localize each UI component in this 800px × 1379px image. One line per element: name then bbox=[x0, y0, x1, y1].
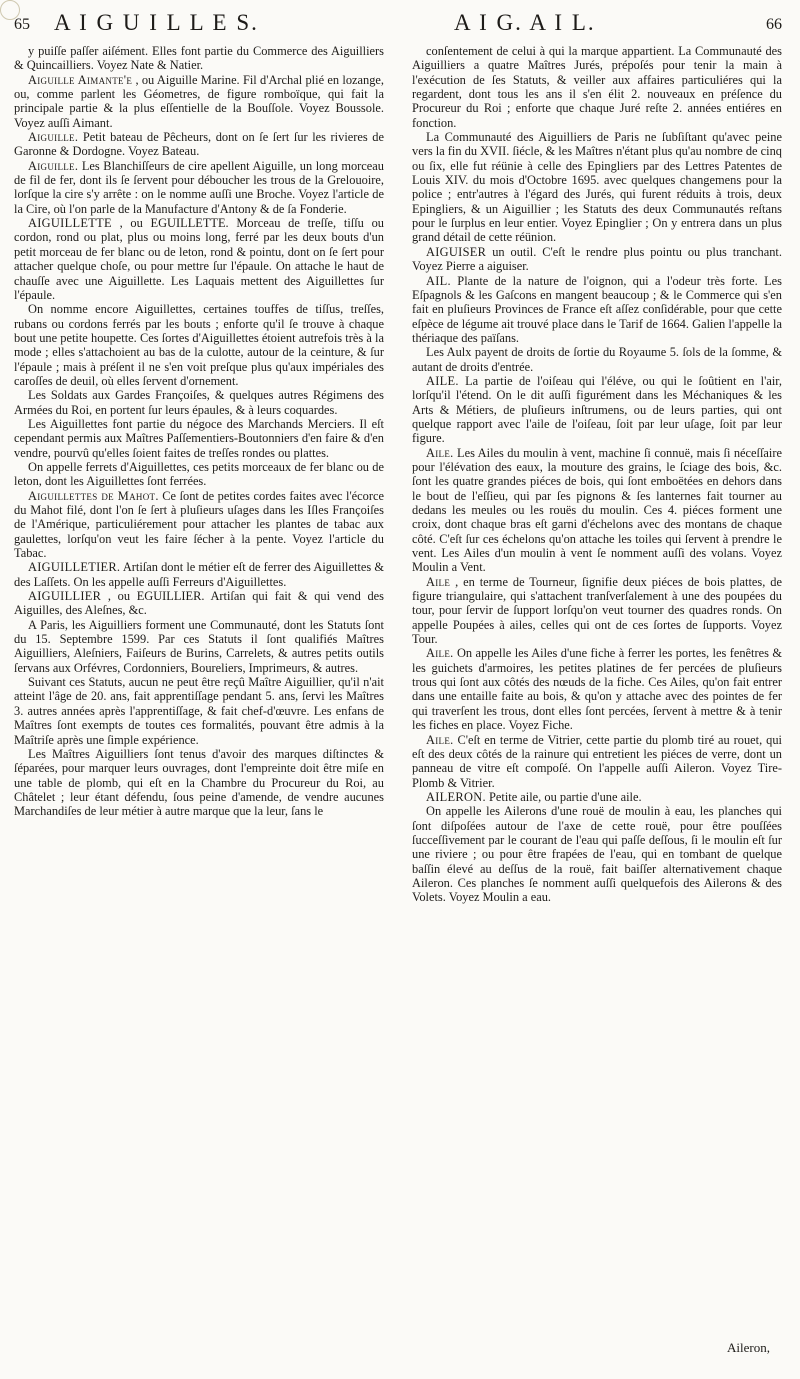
entry-text: Les Blanchiſſeurs de cire apellent Aiguille, un long morceau de fil de fer, dont ils ſe ſervent pour déboucher les trous de la Grelouoire, lorſque la cire s'y arrête : on le nomme auſſi une Broche. Voyez l'article de la Cire, où l'on parle de la Manufacture d'Antony & de ſa Fonderie. bbox=[14, 158, 385, 216]
entry-text: Petit bateau de Pêcheurs, dont on ſe ſert ſur les rivieres de Garonne & Dordogne. Voyez Bateau. bbox=[14, 130, 384, 159]
entry-paragraph bbox=[14, 560, 384, 589]
entry-paragraph bbox=[14, 130, 384, 159]
entry-text: Les Aiguillettes font partie du négoce des Marchands Merciers. Il eſt cependant permis aux Maîtres Paſſementiers-Boutonniers d'en faire & d'en vendre, pourvû qu'elles ſoient faites de treſſes rondes ou plattes. bbox=[14, 416, 384, 460]
entry-text: conſentement de celui à qui la marque appartient. La Communauté des Aiguilliers a quatre Maîtres Jurés, prépoſés pour tenir la main à l'exécution de ſes Statuts, & veiller aux affaires particuliéres qui la regardent, dont tous les ans il s'en élit 2. nouveaux en préſence du Procureur du Roi ; enforte que chaque Juré reſte 2. années entiéres en fonction. bbox=[412, 44, 782, 130]
entry-text: Les Maîtres Aiguilliers ſont tenus d'avoir des marques diſtinctes & ſéparées, pour marquer leurs ouvrages, dont l'empreinte doit être miſe en une table de plomb, qui eſt en la Chambre du Procureur du Roi, au Châtelet ; leur étant défendu, ſous peine d'amende, de vendre aucunes Marchandiſes de leur métier à autre marque que la leur, ſans le bbox=[14, 746, 384, 819]
entry-text: un outil. C'eſt le rendre plus pointu ou plus tranchant. Voyez Pierre a aiguiser. bbox=[412, 244, 782, 274]
entry-text: On appelle ferrets d'Aiguillettes, ces petits morceaux de fer blanc ou de leton, dont les Aiguillettes ſont ferrées. bbox=[14, 459, 384, 489]
entry-paragraph bbox=[412, 733, 782, 790]
entry-headword: Aile bbox=[426, 574, 451, 589]
left-column bbox=[14, 44, 384, 819]
entry-text: On appelle les Ailerons d'une rouë de moulin à eau, les planches qui ſont diſpoſées autour de l'axe de cette rouë, pour être pouſſées ſucceſſivement par le courant de l'eau qui paſſe deſſous, ſi le moulin eſt ſur une riviere ; ou pour être frapées de l'eau, qui en tombant de quelque baſſin élevé au deſſus de la rouë, fait baiſſer alternativement chaque Aileron. Ces planches ſe nomment auſſi quelquefois des Ailerons & des Volets. Voyez Moulin a eau. bbox=[412, 804, 782, 905]
entry-headword: AIL. bbox=[426, 273, 451, 288]
entry-text: A Paris, les Aiguilliers forment une Communauté, dont les Statuts ſont du 15. Septembre 1599. Par ces Statuts il ſont qualifiés Maîtres Aiguilliers, Aleſniers, Faiſeurs de Burins, Carrelets, & autres petits outils ſervans aux Orfévres, Cordonniers, Boureliers, Imprimeurs, & autres. bbox=[14, 617, 384, 675]
entry-paragraph bbox=[412, 245, 782, 274]
entry-paragraph bbox=[14, 44, 384, 73]
entry-headword: Aile. bbox=[426, 445, 454, 460]
entry-text: , ou EGUILLIER. Artiſan qui fait & qui vend des Aiguilles, des Aleſnes, &c. bbox=[14, 589, 384, 618]
entry-paragraph bbox=[14, 460, 384, 489]
entry-headword: Aiguille. bbox=[28, 130, 79, 145]
entry-paragraph bbox=[14, 73, 384, 130]
entry-text: Suivant ces Statuts, aucun ne peut être reçû Maître Aiguillier, qu'il n'ait atteint l'âge de 20. ans, fait apprentiſſage pendant 5. ans, ſervi les Maîtres 3. autres années après l'apprentiſſage, & fait chef-d'œuvre. Les enfans de Maîtres ſont exempts de toutes ces formalités, pouvant être admis à la Maîtriſe après une ſimple expérience. bbox=[14, 675, 384, 747]
entry-headword: Aile. bbox=[426, 646, 454, 661]
entry-paragraph bbox=[14, 489, 384, 561]
right-column bbox=[412, 44, 782, 905]
entry-text: On appelle les Ailes d'une fiche à ferrer les portes, les fenêtres & les guichets d'armoires, les petites platines de fer percées de pluſieurs trous qui ſont aux côtés des nœuds de la fiche. Ces Ailes, qu'on fait entrer dans une entaille faite au bois, & qu'on y attache avec des pointes de fer qui traverſent les trous, dont elles ſont percées, ſervent à mettre & à tenir les fiches en place. Voyez Fiche. bbox=[412, 646, 782, 733]
entry-text: y puiſſe paſſer aiſément. Elles font partie du Commerce des Aiguilliers & Quincailliers. Voyez Nate & Natier. bbox=[14, 44, 384, 73]
entry-text: C'eſt en terme de Vitrier, cette partie du plomb tiré au rouet, qui eſt des deux côtés de la rainure qui entretient les piéces de verre, dont un panneau de vitre eſt compoſé. On l'appelle auſſi Aileron. Voyez Tire-Plomb & Vitrier. bbox=[412, 732, 782, 790]
entry-text: Petite aile, ou partie d'une aile. bbox=[488, 789, 642, 804]
entry-text: Les Ailes du moulin à vent, machine ſi connuë, mais ſi néceſſaire pour l'élévation des eaux, la mouture des grains, le ſciage des bois, &c. ſont les quatre grandes piéces de bois, qui ſont emboëtées en dehors dans le bout de l'eſſieu, qui par ſes pignons & ſes lanternes fait tourner au dedans les meules ou les rouës du moulin. Ces 4. piéces forment une croix, dont chaque bras eſt garni d'échelons avec des montans de chaque côté. C'eſt ſur ces échelons qu'on attache les toiles qui ſervent à prendre le vent. Les Ailes d'un moulin à vent ſe nomment auſſi des volans. Voyez Moulin a Vent. bbox=[412, 445, 782, 575]
entry-paragraph bbox=[14, 417, 384, 460]
entry-text: Plante de la nature de l'oignon, qui a l'odeur très forte. Les Eſpagnols & les Gaſcons en mangent beaucoup ; & le Commerce qui s'en fait en pluſieurs Provinces de France eſt aſſez conſidérable, pour que cette eſpèce de légume ait trouvé place dans le Tarif de 1664. Galien l'appelle la thériaque des païſans. bbox=[412, 273, 782, 345]
entry-headword: AILE. bbox=[426, 373, 459, 388]
entry-paragraph bbox=[412, 804, 782, 904]
entry-paragraph bbox=[412, 44, 782, 130]
entry-headword: Aiguille. bbox=[28, 158, 79, 173]
entry-paragraph bbox=[412, 345, 782, 374]
entry-paragraph bbox=[412, 446, 782, 575]
entry-text: , ou EGUILLETTE. Morceau de treſſe, tiſſu ou cordon, rond ou plat, plus ou moins long, ferré par les deux bouts d'un petit morceau de fer blanc ou de leton, rond & pointu, dont on ſe ſert pour attacher quelque choſe, ou pour mettre ſur l'épaule. On attache le haut de chauſſe avec une Aiguillette. Les Laquais mettent des Aiguillettes ſur l'épaule. bbox=[14, 216, 384, 302]
entry-paragraph bbox=[412, 646, 782, 732]
entry-headword: Aiguillettes de Mahot. bbox=[28, 488, 159, 503]
entry-paragraph bbox=[14, 618, 384, 675]
entry-paragraph bbox=[14, 675, 384, 747]
entry-paragraph bbox=[412, 575, 782, 647]
entry-paragraph bbox=[14, 216, 384, 302]
entry-paragraph bbox=[412, 274, 782, 346]
page-number-right: 66 bbox=[766, 16, 782, 33]
entry-paragraph bbox=[14, 388, 384, 417]
entry-text: La partie de l'oiſeau qui l'éléve, ou qui le ſoûtient en l'air, lorſqu'il l'étend. On le dit auſſi figurément dans les Méchaniques & les Arts & Métiers, de pluſieurs inſtrumens, ou de leurs parties, qui ont quelque rapport avec l'aile de l'oiſeau, ſoit par leur uſage, ſoit par leur figure. bbox=[412, 373, 782, 446]
entry-text: La Communauté des Aiguilliers de Paris ne ſubſiſtant qu'avec peine vers la fin du XVII. ſiécle, & les Maîtres n'étant plus qu'au nombre de cinq ou ſix, elle fut réünie à celle des Epingliers par des Lettres Patentes de Louis XIV. du mois d'Octobre 1695. avec quelques changemens pour la police ; entr'autres à l'égard des Jurés, qui furent réduits à trois, deux Epingliers, & un Aiguillier ; les Statuts des deux Communautés reſtans pour le ſurplus en leur entier. Voyez Epinglier ; On y entrera dans un plus grand détail de cette réünion. bbox=[412, 130, 782, 245]
entry-headword: AILERON. bbox=[426, 789, 486, 804]
entry-headword: AIGUISER bbox=[426, 244, 487, 259]
running-header bbox=[14, 10, 782, 40]
entry-headword: Aile. bbox=[426, 732, 454, 747]
entry-paragraph bbox=[14, 302, 384, 388]
entry-text: , ou Aiguille Marine. Fil d'Archal plié en lozange, ou, comme parlent les Géometres, de figure romboïque, qui fait la principale partie & la plus eſſentielle de la Bouſſole. Voyez Boussole. Voyez auſſi Aimant. bbox=[14, 72, 385, 130]
page-number-left: 65 bbox=[14, 16, 30, 33]
entry-headword: AIGUILLETIER. bbox=[28, 560, 121, 575]
entry-text: , en terme de Tourneur, ſignifie deux piéces de bois plattes, de figure triangulaire, qui s'attachent tranſverſalement à une des poupées du tour, pour ſervir de ſupport lorſqu'on veut tourner des quadres ronds. On appelle Poupées à ailes, celles qui ont de ces ſortes de ſupports. Voyez Tour. bbox=[412, 574, 782, 647]
entry-paragraph bbox=[412, 790, 782, 804]
header-title-left: A I G U I L L E S. bbox=[54, 10, 259, 35]
entry-headword: Aiguille Aimante'e bbox=[28, 72, 133, 87]
entry-text: Les Soldats aux Gardes Françoiſes, & quelques autres Régimens des Armées du Roi, en portent ſur leurs épaules, & à leurs coquardes. bbox=[14, 388, 384, 417]
entry-paragraph bbox=[412, 374, 782, 446]
entry-paragraph bbox=[14, 747, 384, 819]
entry-text: Les Aulx payent de droits de ſortie du Royaume 5. ſols de la ſomme, & autant de droits d'entrée. bbox=[412, 345, 782, 374]
entry-headword: AIGUILLETTE bbox=[28, 216, 112, 231]
entry-paragraph bbox=[14, 159, 384, 216]
entry-paragraph bbox=[14, 589, 384, 618]
entry-text: Ce ſont de petites cordes faites avec l'écorce du Mahot filé, dont l'on ſe ſert à pluſieurs uſages dans les Iſles Françoiſes de l'Amérique, particuliérement pour attacher les plantes de tabac aux gaulettes, lorſqu'on veut les faire ſécher à la pente. Voyez l'article du Tabac. bbox=[14, 488, 384, 561]
entry-headword: AIGUILLIER bbox=[28, 589, 102, 604]
entry-text: Artiſan dont le métier eſt de ferrer des Aiguillettes & des Laſſets. On les appelle auſſi Ferreurs d'Aiguillettes. bbox=[14, 560, 384, 589]
header-title-right: A I G. A I L. bbox=[454, 10, 596, 35]
entry-paragraph bbox=[412, 130, 782, 245]
entry-text: On nomme encore Aiguillettes, certaines touffes de tiſſus, treſſes, rubans ou cordons ferrés par les bouts ; enforte qu'il ſe trouve à chaque bout une petite houpette. Ces ſortes d'Aiguillettes étoient autrefois très à la mode ; elles s'attachoient au bas de la culotte, autour de la ceinture, & ſur l'épaule ; mais à préſent il ne s'en voit preſque plus qu'aux impériales des caroſſes de deuil, où elles ſervent d'ornement. bbox=[14, 302, 384, 388]
catchword: Aileron, bbox=[727, 1340, 770, 1355]
